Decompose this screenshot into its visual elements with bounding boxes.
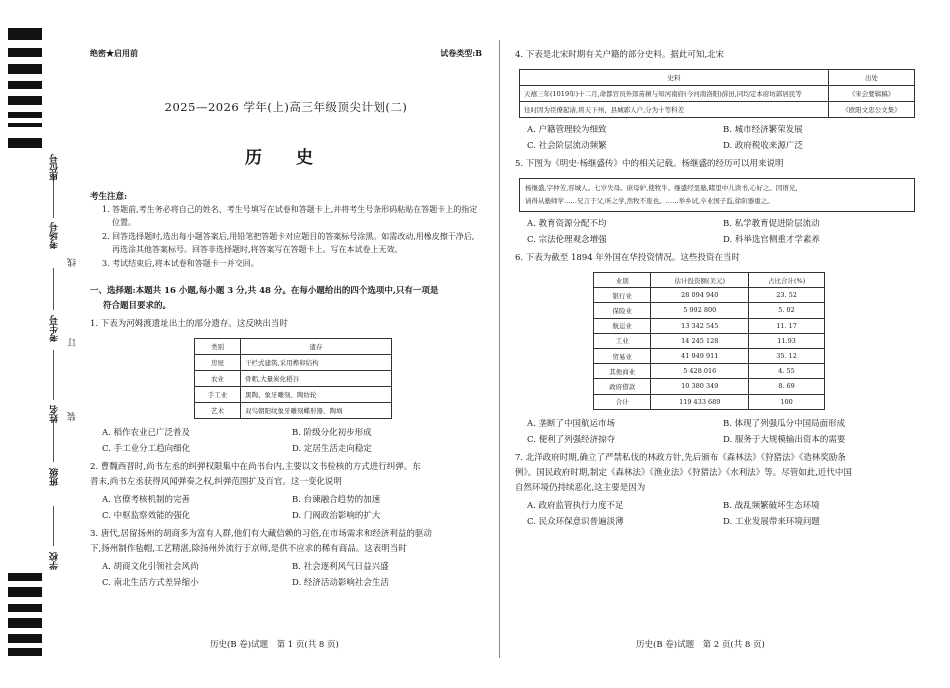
option-d: D. 科举选官侧重才学素养 [723, 235, 820, 245]
option-b: B. 战乱频繁破坏生态环境 [723, 500, 820, 511]
table-cell: 手工业 [195, 387, 241, 403]
secret-label: 绝密★启用前 [90, 48, 138, 58]
footer-right: 历史(B 卷)试题 第 2 页(共 8 页) [636, 640, 765, 650]
table-cell: 骨耜,大量炭化稻谷 [241, 371, 392, 387]
notice-item: 2. 回答选择题时,选出每小题答案后,用铅笔把答题卡对应题目的答案标号涂黑。如需改动,用橡皮擦干净后,再选涂其他答案标号。回答非选择题时,将答案写在答题卡上。写在本试卷上无效。 [102, 232, 475, 254]
option-b: B. 社会逐利风气日益兴盛 [292, 562, 389, 572]
footer-left: 历史(B 卷)试题 第 1 页(共 8 页) [210, 640, 339, 650]
table-cell: 黑陶、象牙雕刻、陶纺轮 [241, 387, 392, 403]
table-header-cell: 出处 [829, 70, 915, 86]
table-row [594, 364, 825, 379]
table-header-row [520, 70, 915, 86]
binding-area [46, 150, 86, 580]
table-cell: 11.93 [749, 333, 825, 348]
page-header [90, 48, 482, 59]
binding-stripe-band [8, 28, 42, 656]
option-c: C. 便利了列强经济掠夺 [527, 434, 616, 445]
table-row [520, 102, 915, 118]
table-cell: 其他商业 [594, 364, 651, 379]
table-row [195, 355, 392, 371]
table-cell: 8. 69 [749, 379, 825, 394]
option-c: C. 手工业分工趋向细化 [102, 444, 191, 454]
question-2-options [90, 492, 482, 524]
table-row [594, 303, 825, 318]
binding-label-exam-room: 考场号 [50, 222, 60, 249]
stem-line: 例》。国民政府时期,制定《森林法》《渔业法》《狩猎法》《水利法》等。尽管如此,近代中国 [515, 467, 852, 478]
option-d: D. 定居生活走向稳定 [292, 444, 372, 454]
binding-underline [53, 506, 54, 546]
option-b: B. 城市经济繁荣发展 [723, 125, 803, 135]
stem-line: 3. 唐代,居留扬州的胡商多为富有人群,他们有大藏信赖的习俗,在市场需求和经济利益的驱动 [90, 529, 432, 539]
paper-type: 试卷类型:B [440, 48, 482, 58]
table-cell: 政府借款 [594, 379, 651, 394]
binding-underline [53, 350, 54, 400]
section-title [90, 284, 482, 314]
table-cell: 《宋会要辑稿》 [829, 86, 915, 102]
table-cell: 28 094 940 [651, 288, 749, 303]
table-cell: 房屋 [195, 355, 241, 371]
table-header-row [594, 273, 825, 288]
table-cell: 5. 02 [749, 303, 825, 318]
question-2-stem [90, 460, 482, 490]
exam-title: 2025—2026 学年(上)高三年级顶尖计划(二) [164, 100, 408, 114]
quote-line: 杨继盛,字仲芳,容城人。七岁失母。庶母妒,使牧牛。继盛经里塾,睹里中儿读书,心好之。因语兄, [525, 184, 798, 192]
option-d: D. 经济活动影响社会生活 [292, 578, 389, 588]
table-cell: 贸易业 [594, 348, 651, 363]
stem-line: 自然环境仍持续恶化,这主要是因为 [515, 482, 646, 493]
option-d: D. 政府税收来源广泛 [723, 141, 803, 151]
option-b: B. 台谏融合趋势的加速 [292, 495, 381, 505]
stem-line: 下,扬州制作毡帽,工艺精湛,除扬州外流行于京师,是供不应求的稀有商品。这表明当时 [90, 544, 407, 554]
table-row [195, 387, 392, 403]
binding-label-candidate-number: 考生号 [50, 315, 60, 342]
binding-mark-zhuang: 装 [68, 412, 78, 421]
table-cell: 119 433 689 [651, 394, 749, 409]
table-cell: 11. 17 [749, 318, 825, 333]
binding-mark-ding: 订 [68, 338, 78, 347]
table-row [594, 333, 825, 348]
notice-item: 1. 答题前,考生务必将自己的姓名、考生号填写在试卷和答题卡上,并将考生号条形码粘贴在答题卡上的指定位置。 [102, 205, 478, 227]
table-cell: 往时因为臣僚起请,将天下州、县城郭人户,分为十等科差 [520, 102, 829, 118]
table-row [594, 318, 825, 333]
question-5-options [515, 216, 919, 248]
stem-line: 2. 曹魏西晋时,尚书左丞的纠弹权限集中在尚书台内,主要以文书检核的方式进行纠弹。东 [90, 462, 421, 472]
option-d: D. 工业发展带来环境问题 [723, 516, 820, 527]
question-6-options [515, 416, 919, 448]
option-c: C. 中枢监察效能的强化 [102, 511, 191, 521]
question-6-table [593, 272, 825, 410]
table-cell: 10 380 349 [651, 379, 749, 394]
question-4-table [519, 69, 915, 118]
question-5-quote-box [519, 178, 915, 212]
table-header-cell: 类别 [195, 339, 241, 355]
option-d: D. 门阀政治影响的扩大 [292, 511, 381, 521]
quote-line: 请得从塾师学……兄言于父,听之学,然牧不废也。……举乡试,卒业国子监,徐阶器重之。 [525, 197, 774, 205]
stem-line: 7. 北洋政府时期,确立了严禁私伐的林政方针,先后颁布《森林法》《狩猎法》《造林奖励条 [515, 452, 846, 463]
binding-label-seat: 座位号 [50, 154, 60, 181]
binding-label-class: 班级 [50, 468, 60, 486]
right-page [515, 48, 919, 530]
table-row [594, 379, 825, 394]
table-header-cell: 估计投资额(美元) [651, 273, 749, 288]
option-d: D. 服务于大规模输出资本的需要 [723, 434, 846, 445]
option-c: C. 宗法伦理观念增强 [527, 235, 607, 245]
option-b: B. 阶级分化初步形成 [292, 428, 372, 438]
binding-underline [53, 268, 54, 310]
section-title-line: 一、选择题:本题共 16 小题,每小题 3 分,共 48 分。在每小题给出的四个选项中,只有一项是 [90, 286, 439, 296]
table-cell: 合计 [594, 394, 651, 409]
table-row [594, 288, 825, 303]
subject-title: 历 史 [245, 148, 327, 168]
table-row [195, 371, 392, 387]
table-cell: 干栏式建筑,采用榫卯结构 [241, 355, 392, 371]
table-cell: 天禧三年(1019年)十二月,命都官员外郎苗稹与知河南府(今河南洛阳)薛田,同均定本府坊郭居民等 [520, 86, 829, 102]
table-header-cell: 遗存 [241, 339, 392, 355]
page-divider [499, 40, 500, 658]
option-a: A. 户籍管理较为细致 [527, 125, 607, 135]
table-header-cell: 业别 [594, 273, 651, 288]
table-cell: 航运业 [594, 318, 651, 333]
option-c: C. 民众环保意识普遍淡薄 [527, 516, 624, 527]
question-1-stem: 1. 下表为河姆渡遗址出土的部分遗存。这反映出当时 [90, 319, 288, 329]
table-cell: 双鸟朝阳纹象牙雕刻蝶形器、陶埙 [241, 403, 392, 419]
table-cell: 5 428 016 [651, 364, 749, 379]
binding-label-name: 姓名 [50, 405, 60, 423]
option-a: A. 胡商文化引领社会风尚 [102, 562, 199, 572]
table-cell: 100 [749, 394, 825, 409]
option-a: A. 教育资源分配不均 [527, 219, 607, 229]
table-cell: 工业 [594, 333, 651, 348]
table-cell: 4. 55 [749, 364, 825, 379]
table-row [195, 403, 392, 419]
table-cell: 41 949 911 [651, 348, 749, 363]
table-cell: 13 342 545 [651, 318, 749, 333]
question-1-table [194, 338, 392, 419]
binding-label-school: 学校 [50, 552, 60, 570]
option-c: C. 南北生活方式差异缩小 [102, 578, 199, 588]
option-a: A. 官僚考核机制的完善 [102, 495, 191, 505]
question-1-options [90, 425, 482, 457]
table-cell: 银行业 [594, 288, 651, 303]
table-header-cell: 史料 [520, 70, 829, 86]
option-b: B. 私学教育促进阶层流动 [723, 219, 820, 229]
table-cell: 35. 12 [749, 348, 825, 363]
left-page [90, 48, 482, 591]
question-3-options [90, 559, 482, 591]
binding-underline [53, 420, 54, 462]
table-header-cell: 占比合计(%) [749, 273, 825, 288]
table-row [520, 86, 915, 102]
notice-title: 考生注意: [90, 192, 128, 202]
question-4-stem: 4. 下表是北宋时期有关户籍的部分史料。据此可知,北宋 [515, 50, 725, 60]
table-cell: 农业 [195, 371, 241, 387]
question-3-stem [90, 527, 482, 557]
table-cell: 5 992 800 [651, 303, 749, 318]
table-row [594, 348, 825, 363]
table-row [594, 394, 825, 409]
table-cell: 14 245 128 [651, 333, 749, 348]
option-a: A. 垄断了中国航运市场 [527, 418, 616, 429]
question-4-options [515, 122, 919, 154]
question-7-stem [515, 451, 919, 496]
table-cell: 保险业 [594, 303, 651, 318]
table-cell: 23. 52 [749, 288, 825, 303]
option-b: B. 体现了列强瓜分中国局面形成 [723, 418, 846, 429]
question-5-stem: 5. 下图为《明史·杨继盛传》中的相关记载。杨继盛的经历可以用来说明 [515, 159, 784, 169]
section-title-line: 符合题目要求的。 [103, 301, 172, 311]
notice-item: 3. 考试结束后,将本试卷和答题卡一并交回。 [102, 259, 259, 268]
stem-line: 晋末,尚书左丞获得风闻弹奏之权,纠弹范围扩及百官。这一变化说明 [90, 477, 342, 487]
option-c: C. 社会阶层流动频繁 [527, 141, 607, 151]
question-7-options [515, 498, 919, 530]
question-6-stem: 6. 下表为截至 1894 年外国在华投资情况。这些投资在当时 [515, 253, 740, 263]
option-a: A. 稻作农业已广泛普及 [102, 428, 191, 438]
table-header-row [195, 339, 392, 355]
binding-mark-xian: 线 [68, 258, 78, 267]
option-a: A. 政府监管执行力度不足 [527, 500, 624, 511]
table-cell: 艺术 [195, 403, 241, 419]
table-cell: 《欧阳文忠公文集》 [829, 102, 915, 118]
